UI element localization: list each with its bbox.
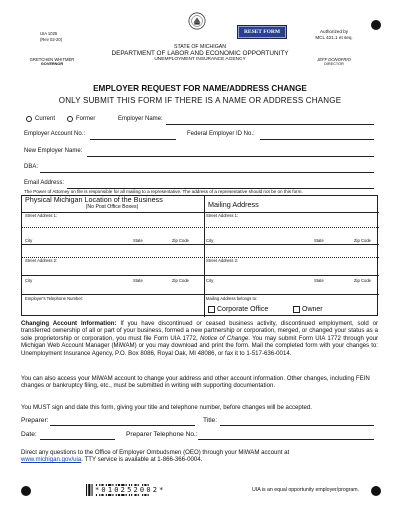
current-radio[interactable] [26,116,32,122]
ombudsman-paragraph [21,449,378,464]
director-name: JEFF DONOFRIO [317,57,351,62]
former-label: Former [76,116,96,122]
form-revision: (Rev 02-20) [40,37,63,42]
employer-name-label: Employer Name: [118,116,163,122]
changing-account-paragraph [21,320,378,357]
changing-account-tail: . You may submit Form UIA 1772 through your Michigan Web Account Manager (MiWAM) or you may download and print the form. Mail the completed form with your changes to: Unemployment Insurance Agency, P.O. Box 8086, Royal Oak, MI 48086, or fax it to 1-517-636-0014. [21,334,378,357]
michigan-seal-icon [188,12,206,30]
mailing-city2-label: City [206,278,214,283]
dba-field[interactable] [40,172,374,173]
ombudsman-text: Direct any questions to the Office of Employer Ombudsmen (OEO) through your MiWAM account at [21,449,290,456]
title-field[interactable] [220,425,374,426]
owner-checkbox[interactable] [293,306,300,313]
form-number: UIA 1025 [40,31,58,36]
physical-state-label: State [133,238,143,243]
email-label: Email Address: [24,180,65,186]
poa-notice: The Power of Attorney on file is responsible for all mailing to a representative. The address of a representative should not be on this form. [24,189,303,194]
physical-street1-label: Street Address 1: [25,213,58,218]
mailing-state-label: State [314,238,324,243]
title-label: Title: [203,417,218,424]
physical-street2-label: Street Address 2: [25,258,58,263]
agency-name: UNEMPLOYMENT INSURANCE AGENCY [154,57,246,62]
new-employer-name-label: New Employer Name: [24,148,83,154]
registration-mark-bottom-left [21,486,31,496]
date-field[interactable] [40,439,115,440]
mailing-street1-label: Street Address 1: [206,213,239,218]
preparer-label: Preparer: [21,417,49,424]
registration-mark-top-right [371,20,381,30]
corporate-office-checkbox[interactable] [208,306,215,313]
physical-city-label: City [25,238,33,243]
employer-account-field[interactable] [90,139,176,140]
reset-form-button[interactable]: RESET FORM [238,26,286,38]
federal-id-label: Federal Employer ID No.: [187,131,255,137]
mailing-address-heading: Mailing Address [208,200,259,209]
employer-phone-label: Employer's Telephone Number: [25,296,84,301]
state-name: STATE OF MICHIGAN [174,44,226,50]
authorized-by: Authorized by [319,29,349,34]
registration-mark-bottom-right [371,486,381,496]
mailing-zip-label: Zip Code [354,238,371,243]
form-subtitle: ONLY SUBMIT THIS FORM IF THERE IS A NAME OR ADDRESS CHANGE [58,96,342,105]
preparer-field[interactable] [50,425,195,426]
authorized-statute: MCL 421.1 et seq. [315,35,353,40]
corporate-office-label: Corporate Office [217,306,269,313]
department-name: DEPARTMENT OF LABOR AND ECONOMIC OPPORTUNITY [111,50,289,57]
preparer-phone-label: Preparer Telephone No.: [126,431,198,438]
physical-location-heading: Physical Michigan Location of the Business [25,195,163,204]
physical-city2-label: City [25,278,33,283]
employer-account-label: Employer Account No.: [24,131,86,137]
barcode-text: *010252002* [95,486,166,494]
physical-location-subheading: (No Post Office Boxes) [85,204,139,210]
uia-website-link[interactable]: www.michigan.gov/uia [21,456,82,464]
must-sign-paragraph: You MUST sign and date this form, giving your title and telephone number, before changes will be accepted. [21,404,312,411]
former-radio[interactable] [67,116,73,122]
preparer-phone-field[interactable] [198,439,374,440]
governor-name: GRETCHEN WHITMER [29,57,75,62]
mailing-zip2-label: Zip Code [354,278,371,283]
changing-account-text: If you have discontinued or ceased business activity, discontinued employment, sold or transferred ownership of all or part of your business, formed a new partnership or corporation, merged, or changed your status as a sole proprietorship or corporation, you must file Form UIA 1772, [21,320,378,342]
current-label: Current [35,116,56,122]
dba-label: DBA: [24,164,39,170]
equal-opportunity-notice: UIA is an equal opportunity employer/program. [252,487,359,493]
federal-id-field[interactable] [260,139,374,140]
notice-of-change-title: Notice of Change [200,334,249,342]
governor-title: GOVERNOR [40,62,64,66]
changing-account-lead: Changing Account Information: [21,320,117,327]
physical-zip2-label: Zip Code [172,278,189,283]
date-label: Date: [21,431,37,438]
employer-name-field[interactable] [166,124,374,125]
tty-text: . TTY service is available at 1-866-366-0004. [81,456,203,464]
physical-zip-label: Zip Code [172,238,189,243]
owner-label: Owner [302,306,323,313]
mailing-city-label: City [206,238,214,243]
physical-state2-label: State [133,278,143,283]
director-title: DIRECTOR [324,62,344,66]
new-employer-name-field[interactable] [87,156,374,157]
miwam-paragraph: You can also access your MiWAM account to change your address and other account information. Other changes, including FEIN changes or bankruptcy filing, etc., must be submitted in writing with supporting documentation. [21,375,370,390]
mailing-street2-label: Street Address 2: [206,258,239,263]
mailing-state2-label: State [314,278,324,283]
form-title: EMPLOYER REQUEST FOR NAME/ADDRESS CHANGE [93,84,307,93]
mailing-belongs-label: Mailing Address belongs to: [206,296,258,301]
